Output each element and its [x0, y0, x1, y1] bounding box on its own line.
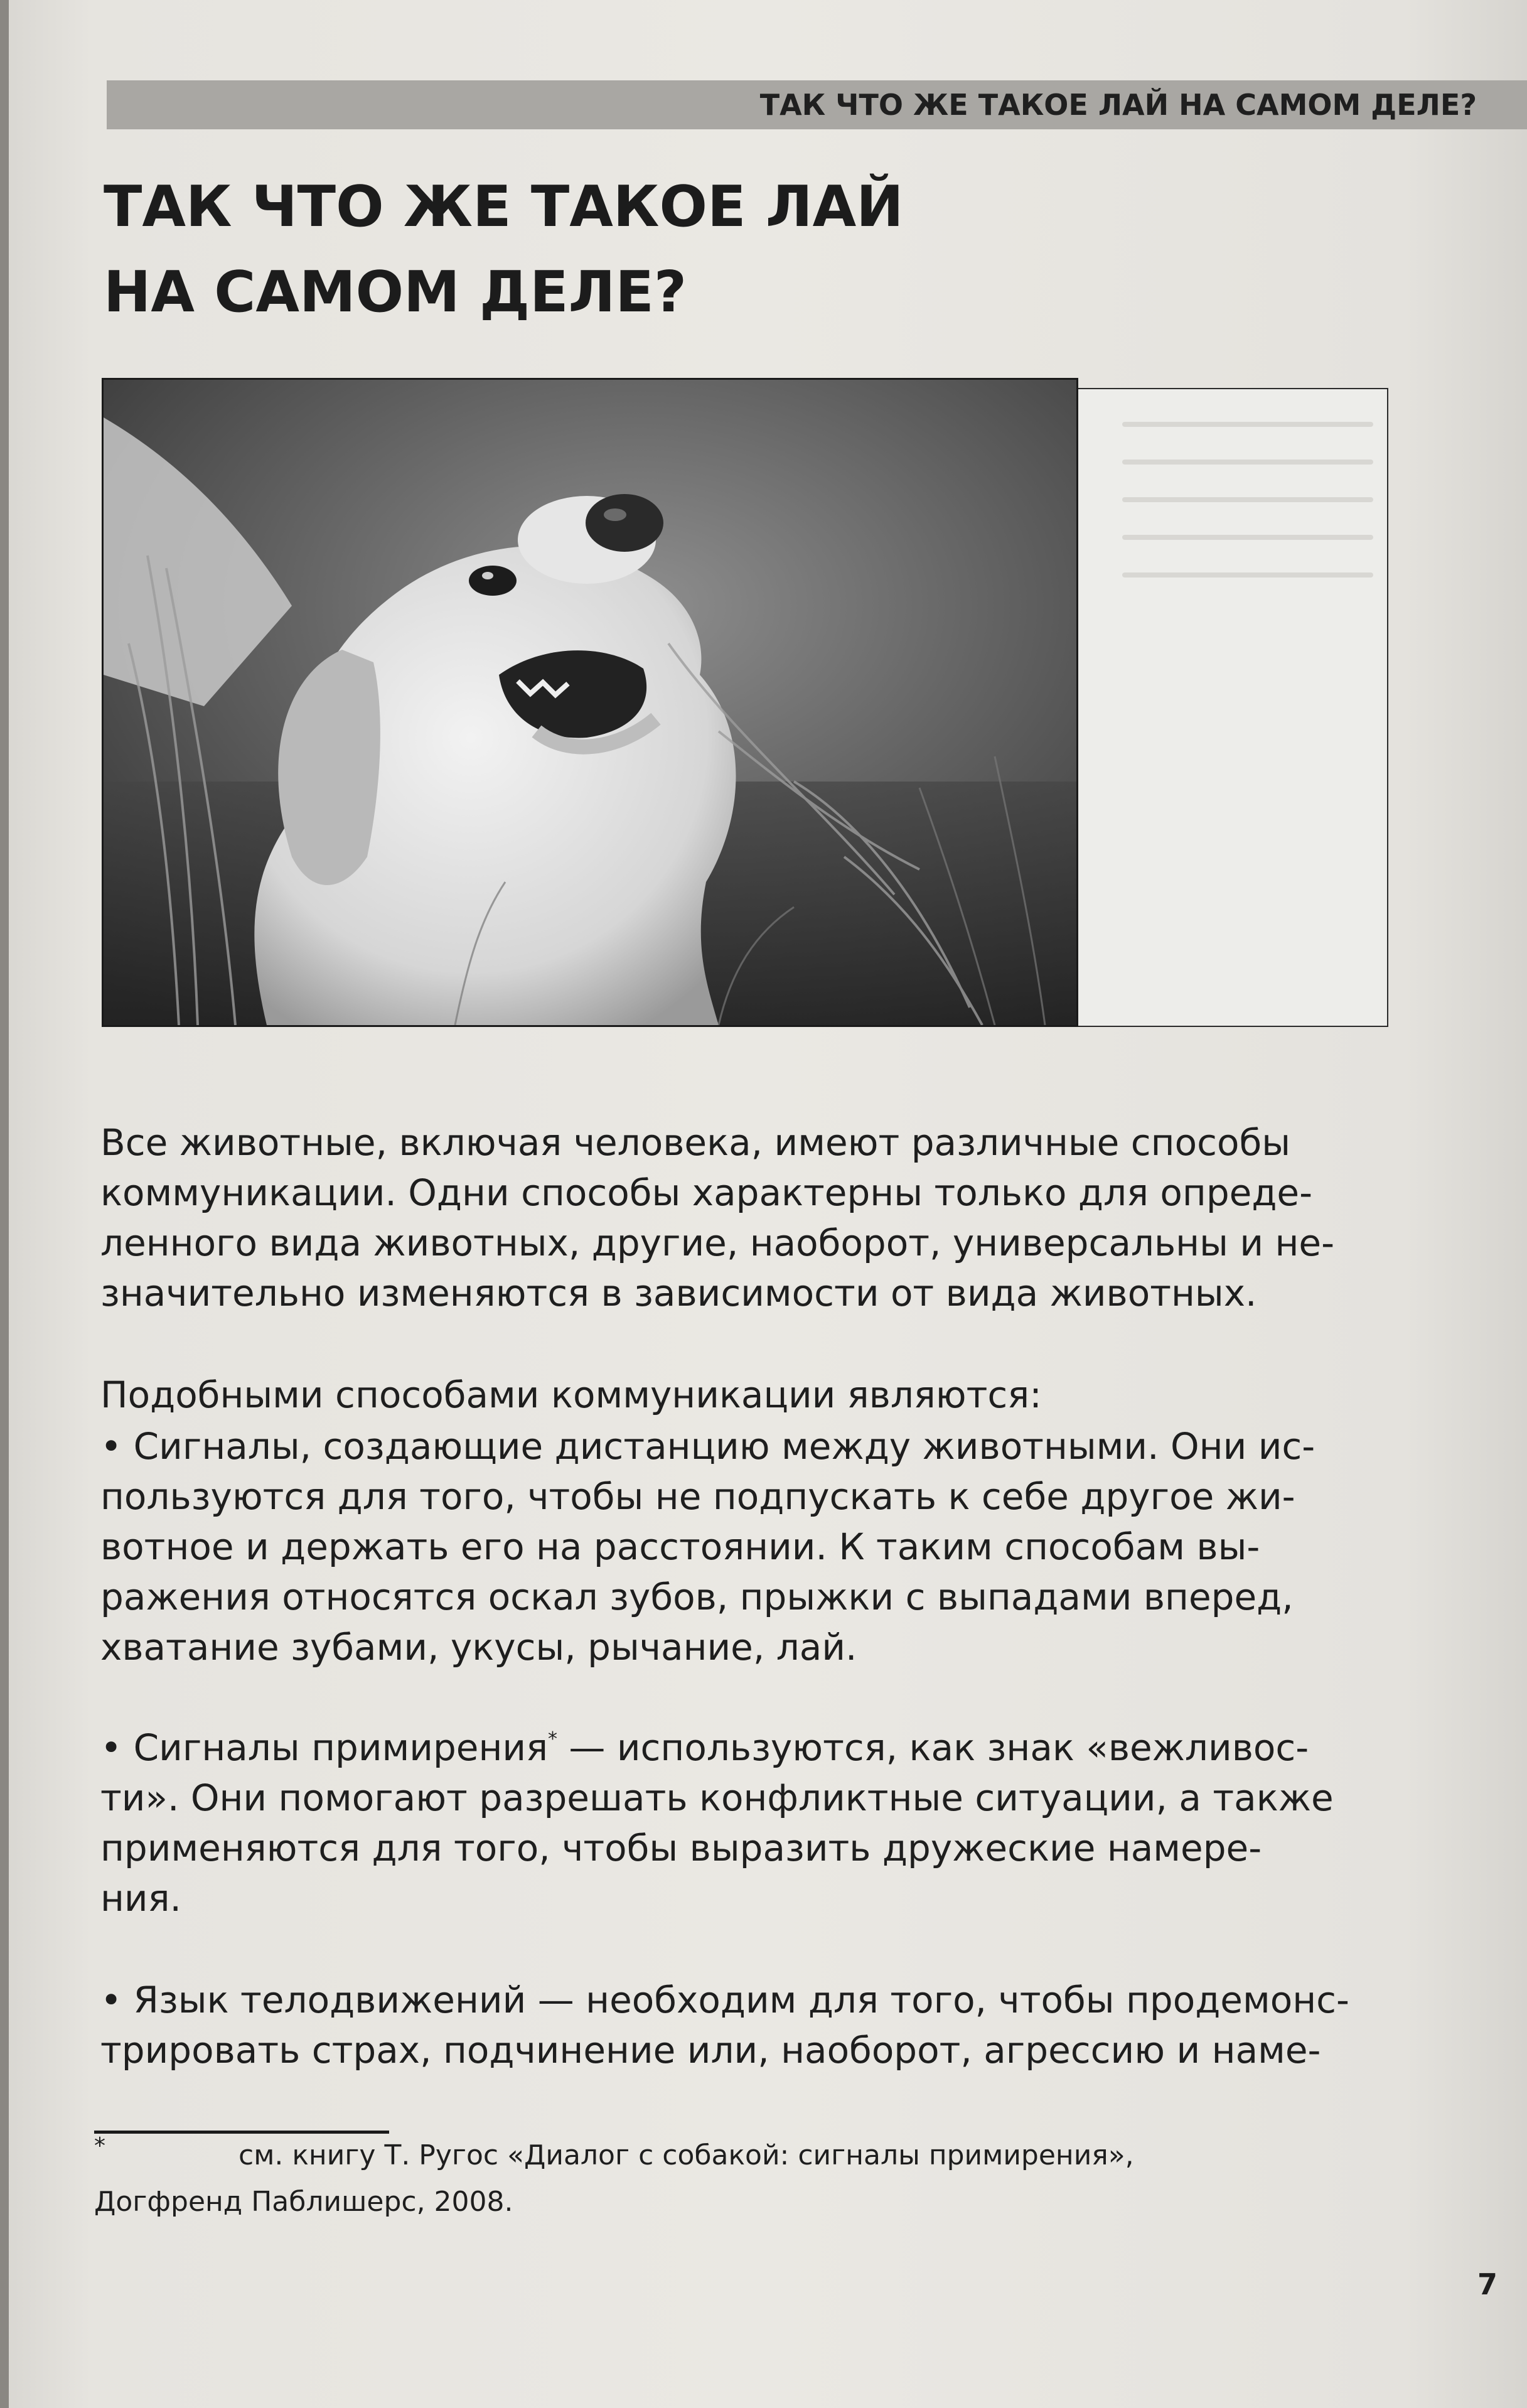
bullet-distance-signals — [100, 1421, 1393, 1672]
footnote-mark: * — [547, 1728, 557, 1750]
bullet-calming-signals — [100, 1723, 1393, 1923]
bleedthrough-lines — [1122, 389, 1373, 640]
text-line: пользуются для того, чтобы не подпускать к себе другое жи- — [100, 1475, 1295, 1518]
text-line — [100, 1723, 1393, 1773]
footnote — [94, 2129, 1349, 2228]
title-line: ТАК ЧТО ЖЕ ТАКОЕ ЛАЙ — [104, 174, 904, 240]
footnote-star: * — [94, 2133, 105, 2159]
text-line: • Язык телодвижений — необходим для того, чтобы продемонс- — [100, 1979, 1349, 2021]
barking-dog-photo — [102, 378, 1078, 1027]
text-line: ражения относятся оскал зубов, прыжки с выпадами вперед, — [100, 1576, 1294, 1618]
bullet-lead: • Сигналы примирения — [100, 1726, 548, 1769]
text-line: Подобными способами коммуникации являются: — [100, 1373, 1042, 1416]
text-line: ния. — [100, 1877, 181, 1920]
list-intro — [100, 1370, 1393, 1420]
text-line: ленного вида животных, другие, наоборот, универсальны и не- — [100, 1222, 1334, 1264]
text-line: • Сигналы, создающие дистанцию между животными. Они ис- — [100, 1425, 1315, 1468]
text-line: ти». Они помогают разрешать конфликтные ситуации, а также — [100, 1776, 1334, 1819]
text-line: вотное и держать его на расстоянии. К таким способам вы- — [100, 1525, 1260, 1568]
text-line: хватание зубами, укусы, рычание, лай. — [100, 1626, 857, 1669]
running-header-bar — [107, 80, 1527, 129]
text-line: коммуникации. Одни способы характерны только для опреде- — [100, 1171, 1313, 1214]
dog-illustration — [104, 380, 1076, 1025]
page-binding-edge — [0, 0, 9, 2408]
footnote-line: см. книгу Т. Ругос «Диалог с собакой: сигналы примирения», — [238, 2139, 1134, 2171]
bullet-rest: — используются, как знак «вежливос- — [557, 1726, 1309, 1769]
text-line: Все животные, включая человека, имеют различные способы — [100, 1121, 1291, 1164]
title-line: НА САМОМ ДЕЛЕ? — [104, 259, 687, 325]
page-title — [104, 164, 1108, 335]
running-header: ТАК ЧТО ЖЕ ТАКОЕ ЛАЙ НА САМОМ ДЕЛЕ? — [759, 88, 1477, 122]
page-number: 7 — [1477, 2267, 1498, 2301]
intro-paragraph — [100, 1117, 1393, 1318]
text-line: применяются для того, чтобы выразить дружеские намере- — [100, 1827, 1262, 1869]
footnote-line: Догфренд Паблишерс, 2008. — [94, 2186, 513, 2218]
bullet-body-language — [100, 1975, 1393, 2075]
sidebar-box-bleedthrough — [1077, 388, 1388, 1027]
text-line: значительно изменяются в зависимости от вида животных. — [100, 1272, 1257, 1314]
text-line: трировать страх, подчинение или, наоборот, агрессию и наме- — [100, 2029, 1321, 2072]
